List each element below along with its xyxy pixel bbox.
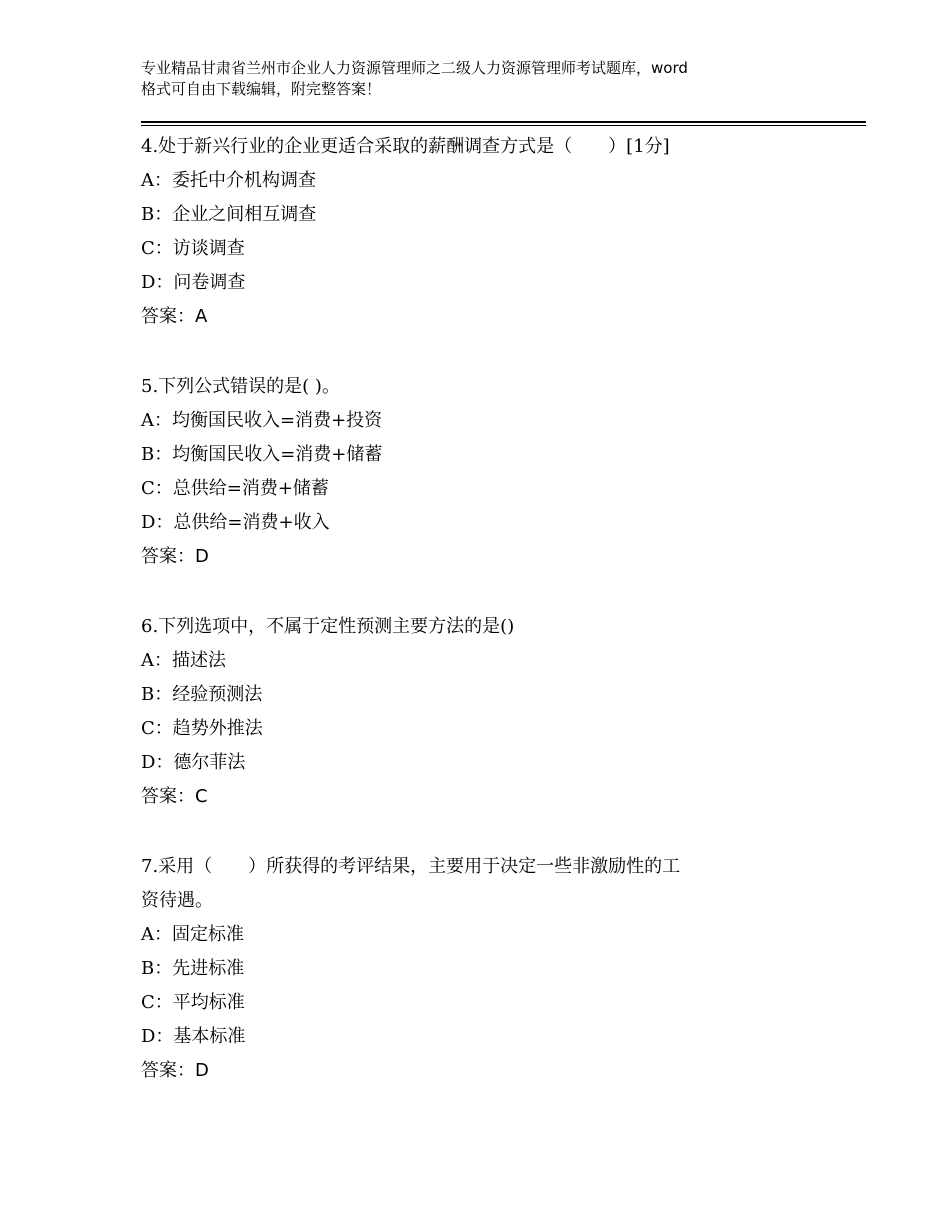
question-stem-line-1: 7.采用（ ）所获得的考评结果，主要用于决定一些非激励性的工 [141,856,681,877]
option-c: C：平均标准 [141,992,245,1013]
option-a: A：均衡国民收入=消费+投资 [141,410,383,431]
option-d: D：问卷调查 [141,272,246,293]
option-a: A：描述法 [141,650,226,671]
question-4 [141,130,841,334]
header-title-line-2: 格式可自由下载编辑，附完整答案！ [141,80,382,98]
question-list [141,130,841,1124]
answer-line: 答案：C [141,786,208,807]
option-c: C：总供给=消费+储蓄 [141,478,329,499]
header-divider-thick [141,121,866,123]
option-b: B：企业之间相互调查 [141,204,317,225]
header-divider-thin [141,125,866,126]
option-a: A：委托中介机构调查 [141,170,316,191]
option-b: B：均衡国民收入=消费+储蓄 [141,444,383,465]
option-d: D：基本标准 [141,1026,246,1047]
option-d: D：总供给=消费+收入 [141,512,330,533]
question-5 [141,370,841,574]
answer-line: 答案：D [141,546,209,567]
question-7 [141,850,841,1088]
question-6 [141,610,841,814]
option-c: C：访谈调查 [141,238,245,259]
answer-line: 答案：D [141,1060,209,1081]
option-a: A：固定标准 [141,924,244,945]
option-c: C：趋势外推法 [141,718,263,739]
answer-line: 答案：A [141,306,208,327]
question-stem-line-2: 资待遇。 [141,890,213,911]
question-stem: 6.下列选项中，不属于定性预测主要方法的是() [141,616,515,637]
option-d: D：德尔菲法 [141,752,246,773]
option-b: B：经验预测法 [141,684,263,705]
option-b: B：先进标准 [141,958,245,979]
header-title-line-1: 专业精品甘肃省兰州市企业人力资源管理师之二级人力资源管理师考试题库，word [141,59,688,77]
document-header [141,58,841,100]
question-stem: 4.处于新兴行业的企业更适合采取的薪酬调查方式是（ ）[1分] [141,136,670,157]
question-stem: 5.下列公式错误的是( )。 [141,376,340,397]
